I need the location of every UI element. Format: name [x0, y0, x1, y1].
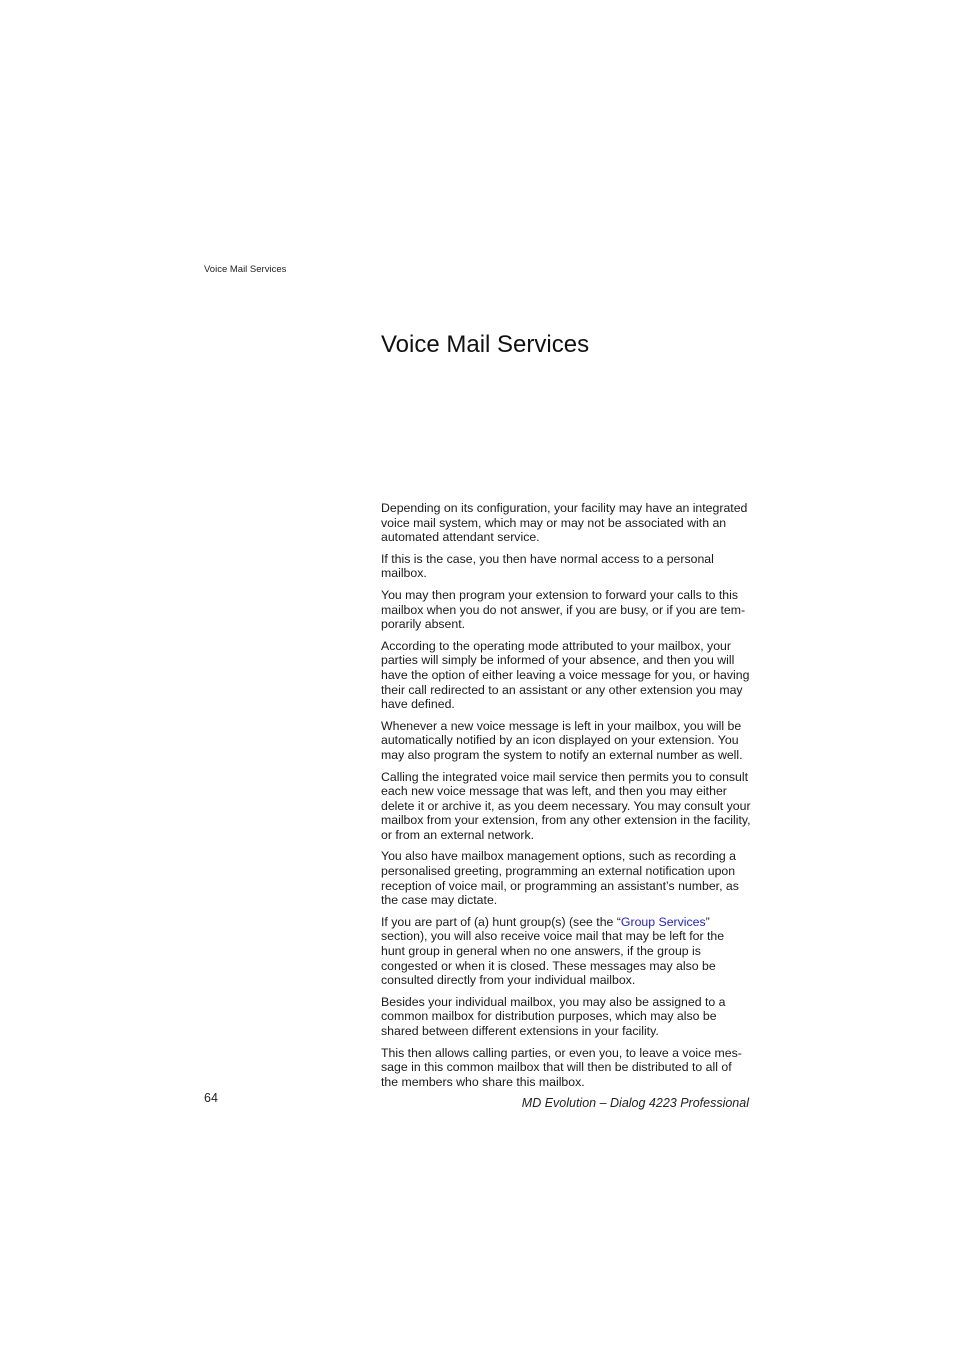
- running-header: Voice Mail Services: [204, 264, 287, 275]
- paragraph-common-mailbox: Besides your individual mailbox, you may also be assigned to a common mailbox for distribution purposes, which may also be shared between different extensions in your facility.: [381, 994, 726, 1038]
- paragraph-intro: Depending on its configuration, your facility may have an integrated voice mail system, which may or may not be associated with an automated attendant service.: [381, 501, 748, 545]
- paragraph-hunt-group: [381, 915, 751, 988]
- page-title: Voice Mail Services: [381, 331, 590, 358]
- paragraph-operating-mode: According to the operating mode attributed to your mailbox, your parties will simply be informed of your absence, and then you will have the option of either leaving a voice message for you, or having their call redirected to an assistant or any other extension you may have defined.: [381, 638, 750, 712]
- paragraph-consulting: Calling the integrated voice mail service then permits you to consult each new voice message that was left, and then you may either delete it or archive it, as you deem necessary. You may consult your mailbox from your extension, from any other extension in the facility, or from an external network.: [381, 769, 751, 842]
- paragraph-management-options: You also have mailbox management options, such as recording a personalised greeting, programming an external notification upon reception of voice mail, or programming an assistant’s number, as the case may dictate.: [381, 849, 739, 908]
- paragraph-hunt-group-lead: If you are part of (a) hunt group(s) (see the “: [381, 914, 621, 929]
- group-services-link[interactable]: Group Services: [620, 914, 706, 929]
- body-text: [381, 501, 751, 1096]
- paragraph-notification: Whenever a new voice message is left in your mailbox, you will be automatically notified by an icon displayed on your extension. You may also program the system to notify an external number as well.: [381, 718, 743, 762]
- paragraph-mailbox-access: If this is the case, you then have normal access to a personal mailbox.: [381, 551, 714, 581]
- paragraph-hunt-group-rest: ” section), you will also receive voice mail that may be left for the hunt group in general when no one answers, if the group is congested or when it is closed. These messages may also be consulted directly from your individual mailbox.: [381, 914, 725, 988]
- page-number: 64: [204, 1091, 218, 1105]
- document-title: MD Evolution – Dialog 4223 Professional: [521, 1096, 749, 1110]
- paragraph-distribution: This then allows calling parties, or even you, to leave a voice mes-sage in this common mailbox that will then be distributed to all of the members who share this mailbox.: [381, 1045, 742, 1089]
- paragraph-forwarding: You may then program your extension to forward your calls to this mailbox when you do not answer, if you are busy, or if you are tem-porarily absent.: [381, 587, 746, 632]
